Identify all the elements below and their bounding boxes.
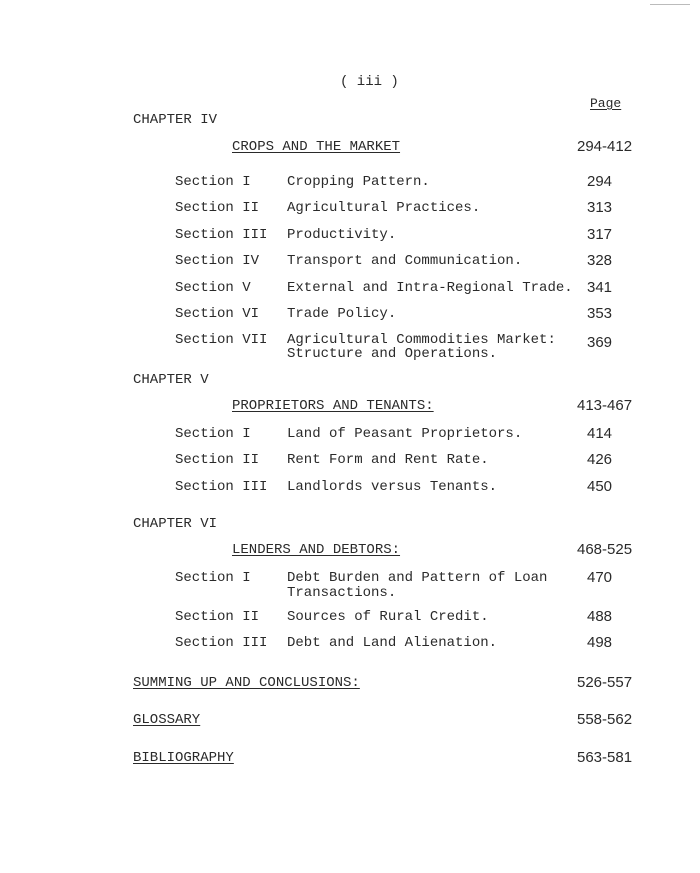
section-title: Productivity. — [287, 227, 397, 243]
section-number: Section V — [175, 280, 251, 296]
section-number: Section IV — [175, 253, 260, 269]
end-matter-pages: 563-581 — [577, 749, 633, 766]
end-matter-title: GLOSSARY — [133, 712, 201, 728]
chapter-title: PROPRIETORS AND TENANTS: — [232, 398, 434, 414]
section-title: Land of Peasant Proprietors. — [287, 426, 523, 442]
chapter-title: CROPS AND THE MARKET — [232, 139, 401, 155]
section-page: 414 — [587, 425, 613, 442]
section-page: 313 — [587, 199, 613, 216]
end-matter-title: SUMMING UP AND CONCLUSIONS: — [133, 675, 360, 691]
section-title: Landlords versus Tenants. — [287, 479, 498, 495]
section-title-continued: Structure and Operations. — [287, 346, 498, 362]
section-number: Section I — [175, 174, 251, 190]
section-number: Section VI — [175, 306, 260, 322]
section-page: 353 — [587, 305, 613, 322]
end-matter-pages: 526-557 — [577, 674, 633, 691]
section-title: Agricultural Commodities Market: — [287, 332, 556, 348]
section-number: Section VII — [175, 332, 268, 348]
section-title-continued: Transactions. — [287, 585, 397, 601]
section-page: 294 — [587, 173, 613, 190]
scan-mark — [650, 4, 690, 5]
chapter-label: CHAPTER VI — [133, 516, 218, 532]
chapter-page-range: 413-467 — [577, 397, 633, 414]
page-number: ( iii ) — [340, 74, 399, 90]
section-title: Sources of Rural Credit. — [287, 609, 489, 625]
end-matter-title: BIBLIOGRAPHY — [133, 750, 234, 766]
section-title: Debt Burden and Pattern of Loan — [287, 570, 548, 586]
section-number: Section III — [175, 227, 268, 243]
section-page: 450 — [587, 478, 613, 495]
section-title: External and Intra-Regional Trade. — [287, 280, 573, 296]
section-title: Cropping Pattern. — [287, 174, 430, 190]
section-number: Section I — [175, 426, 251, 442]
section-number: Section II — [175, 200, 260, 216]
section-number: Section III — [175, 479, 268, 495]
chapter-page-range: 294-412 — [577, 138, 633, 155]
section-title: Rent Form and Rent Rate. — [287, 452, 489, 468]
section-title: Transport and Communication. — [287, 253, 523, 269]
chapter-label: CHAPTER IV — [133, 112, 218, 128]
section-page: 426 — [587, 451, 613, 468]
section-page: 328 — [587, 252, 613, 269]
chapter-title: LENDERS AND DEBTORS: — [232, 542, 401, 558]
chapter-label: CHAPTER V — [133, 372, 209, 388]
end-matter-pages: 558-562 — [577, 711, 633, 728]
section-page: 341 — [587, 279, 613, 296]
section-page: 498 — [587, 634, 613, 651]
section-page: 369 — [587, 334, 613, 351]
section-title: Debt and Land Alienation. — [287, 635, 498, 651]
section-number: Section II — [175, 609, 260, 625]
chapter-page-range: 468-525 — [577, 541, 633, 558]
section-page: 488 — [587, 608, 613, 625]
page-column-label: Page — [590, 96, 622, 111]
section-number: Section II — [175, 452, 260, 468]
section-number: Section I — [175, 570, 251, 586]
section-page: 317 — [587, 226, 613, 243]
section-page: 470 — [587, 569, 613, 586]
section-title: Trade Policy. — [287, 306, 397, 322]
section-number: Section III — [175, 635, 268, 651]
section-title: Agricultural Practices. — [287, 200, 481, 216]
